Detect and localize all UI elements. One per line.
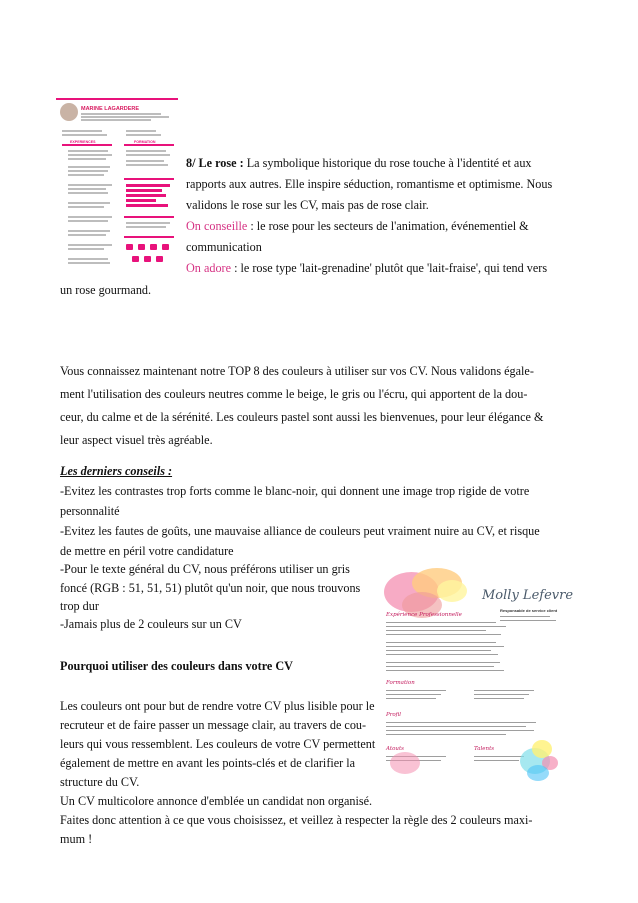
conseil-line: de mettre en péril votre candidature — [60, 544, 234, 558]
intro-line-3: validons le rose sur les CV, mais pas de rose clair. — [186, 198, 429, 212]
pourquoi-line: Faites donc attention à ce que vous choisissez, et veillez à respecter la règle des 2 couleurs maxi- — [60, 813, 533, 827]
pourquoi-line: leurs qui vous ressemblent. Les couleurs de votre CV permettent — [60, 737, 376, 751]
summary-line-1: Vous connaissez maintenant notre TOP 8 des couleurs à utiliser sur vos CV. Nous validons égale- — [60, 364, 534, 378]
pourquoi-line: recruteur et de faire passer un message clair, au travers de cou- — [60, 718, 367, 732]
on-conseille-label: On conseille — [186, 219, 248, 233]
summary-line-3: ceur, du calme et de la sérénité. Les couleurs pastel sont aussi les bienvenues, pour leur élégance & — [60, 410, 544, 424]
on-adore-label: On adore — [186, 261, 232, 275]
section-heading-rose: 8/ Le rose : — [186, 156, 244, 170]
pourquoi-line: Les couleurs ont pour but de rendre votre CV plus lisible pour le — [60, 699, 375, 713]
intro-line-5: communication — [186, 240, 262, 254]
conseil-line: -Pour le texte général du CV, nous préférons utiliser un gris — [60, 562, 350, 576]
cv-section-label: Atouts — [386, 746, 404, 752]
conseil-line: -Evitez les contrastes trop forts comme le blanc-noir, qui donnent une image trop rigide de votre — [60, 484, 530, 498]
pourquoi-line: Un CV multicolore annonce d'emblée un candidat non organisé. — [60, 794, 373, 808]
intro-line-6: On adore : le rose type 'lait-grenadine' plutôt que 'lait-fraise', qui tend vers — [186, 261, 548, 275]
intro-line-2: rapports aux autres. Elle inspire séduction, romantisme et optimisme. Nous — [186, 177, 553, 191]
intro-line-1: 8/ Le rose : La symbolique historique du rose touche à l'identité et aux — [186, 156, 532, 170]
conseil-line: personnalité — [60, 504, 120, 518]
summary-line-4: leur aspect visuel très agréable. — [60, 433, 213, 447]
pourquoi-line: structure du CV. — [60, 775, 140, 789]
cv-section-label: Expérience Professionnelle — [386, 612, 462, 618]
intro-line-4: On conseille : le rose pour les secteurs de l'animation, événementiel & — [186, 219, 529, 233]
cv-role: Responsable de service client — [500, 608, 558, 613]
conseil-line: -Evitez les fautes de goûts, une mauvaise alliance de couleurs peut vraiment nuire au CV, et risque — [60, 524, 540, 538]
cv-photo — [60, 103, 78, 121]
summary-line-2: ment l'utilisation des couleurs neutres comme le beige, le gris ou l'écru, qui apportent de la dou- — [60, 387, 528, 401]
cv-section-label: Profil — [386, 712, 402, 718]
pourquoi-line: mum ! — [60, 832, 93, 846]
conseil-line: foncé (RGB : 51, 51, 51) plutôt qu'un noir, que nous trouvons — [60, 581, 361, 595]
cv-section-label: Formation — [386, 680, 415, 686]
intro-line-7: un rose gourmand. — [60, 283, 152, 297]
pourquoi-heading: Pourquoi utiliser des couleurs dans votre CV — [60, 659, 293, 673]
cv-signature: Molly Lefevre — [482, 588, 574, 603]
conseil-line: -Jamais plus de 2 couleurs sur un CV — [60, 617, 242, 631]
pourquoi-line: également de mettre en avant les points-clés et de clarifier la — [60, 756, 356, 770]
watercolor-cv-example-image — [382, 570, 574, 815]
cv-top-bar — [56, 98, 178, 100]
conseils-heading: Les derniers conseils : — [60, 464, 173, 478]
pink-cv-example-image: MARINE LAGARDERE EXPERIENCES FORMATION — [56, 98, 178, 280]
cv-section-label: Talents — [474, 746, 495, 752]
conseil-line: trop dur — [60, 599, 99, 613]
cv-name: MARINE LAGARDERE — [81, 106, 140, 112]
